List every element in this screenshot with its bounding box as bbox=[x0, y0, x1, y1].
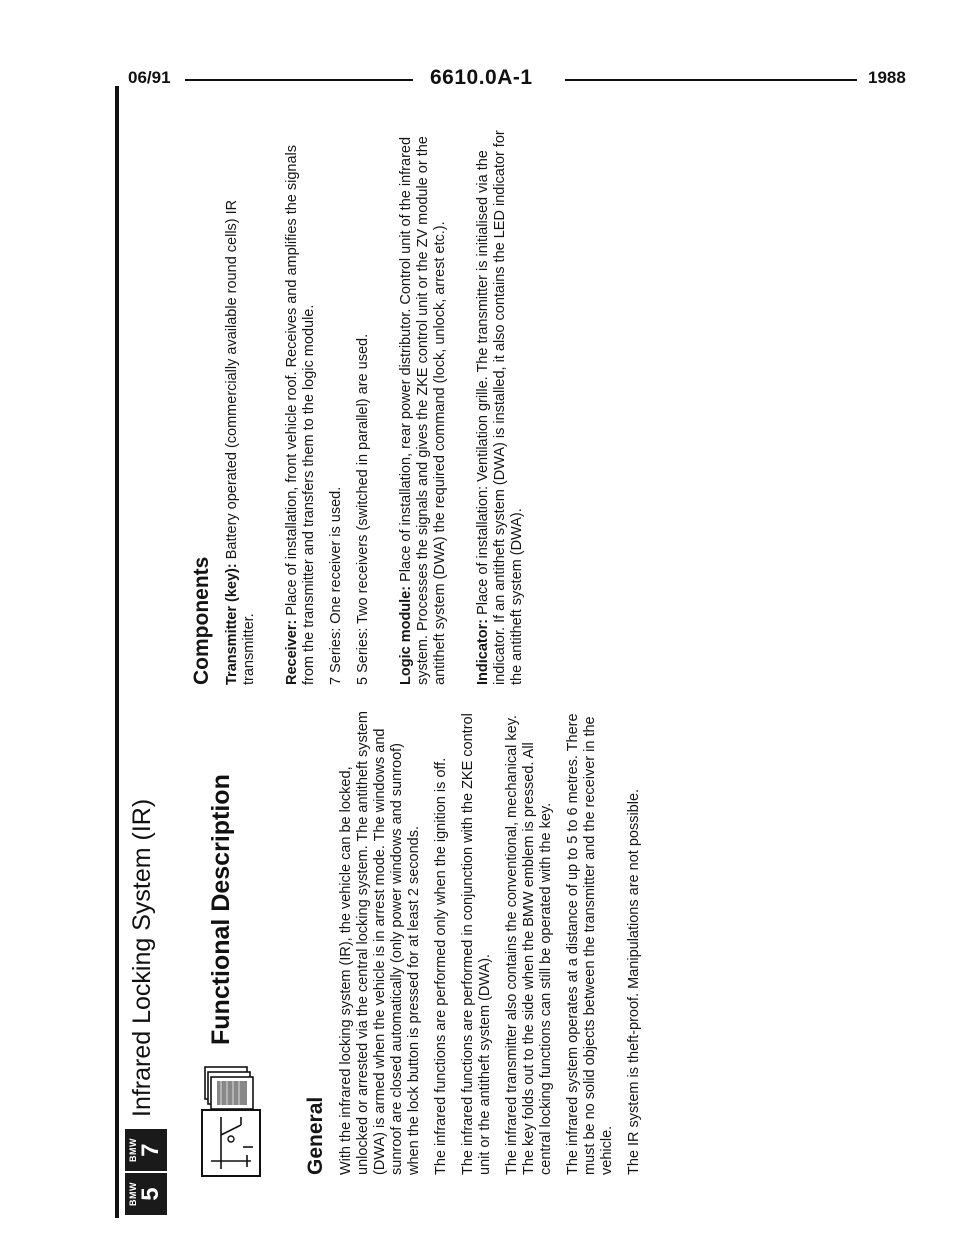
transmitter-text: Battery operated (commercially available round cells) IR transmitter. bbox=[224, 199, 257, 685]
circuit-diagram-icon bbox=[201, 1109, 261, 1177]
documents-icon bbox=[203, 1063, 255, 1111]
badge-brand: BMW bbox=[128, 1182, 138, 1206]
series-badge-5 bbox=[125, 1173, 167, 1215]
indicator-label: Indicator: bbox=[475, 618, 491, 685]
general-paragraph: The infrared transmitter also contains the conventional, mechanical key. The key folds out to the side when the BMW emblem is pressed. All central locking functions can still be operated with the key. bbox=[504, 715, 554, 1175]
components-section bbox=[190, 125, 536, 685]
rotated-content bbox=[125, 90, 885, 1215]
section-title: Functional Description bbox=[207, 774, 235, 1045]
header-year: 1988 bbox=[868, 68, 906, 87]
receiver-5-series: 5 Series: Two receivers (switched in parallel) are used. bbox=[355, 333, 371, 685]
page-frame-rule bbox=[115, 86, 119, 1218]
header-divider-right bbox=[565, 79, 857, 81]
series-badges bbox=[125, 1129, 167, 1215]
indicator-entry bbox=[475, 125, 526, 685]
logic-module-text: Place of installation, rear power distributor. Control unit of the infrared system. Processes the signals and gives the ZKE control unit or the ZV module or the antitheft system (DWA) the required command (lock, unlock, arrest etc.). bbox=[398, 136, 448, 685]
transmitter-entry bbox=[224, 125, 258, 685]
general-heading: General bbox=[304, 1096, 327, 1175]
badge-brand: BMW bbox=[128, 1138, 138, 1162]
general-paragraph: The IR system is theft-proof. Manipulations are not possible. bbox=[626, 788, 642, 1175]
badge-series: 7 bbox=[137, 1143, 164, 1157]
logic-module-entry bbox=[398, 125, 449, 685]
receiver-7-series: 7 Series: One receiver is used. bbox=[328, 486, 344, 685]
header-document-code: 6610.0A-1 bbox=[430, 66, 533, 89]
badge-series: 5 bbox=[137, 1187, 164, 1201]
logic-module-label: Logic module: bbox=[398, 585, 414, 685]
receiver-text: Place of installation, front vehicle roof. Receives and amplifies the signals from the transmitter and transfers them to the logic module. bbox=[284, 144, 317, 685]
header-divider-left bbox=[185, 79, 413, 81]
general-section bbox=[304, 705, 653, 1175]
system-title: Infrared Locking System (IR) bbox=[128, 798, 156, 1117]
general-paragraph: The infrared functions are performed only when the ignition is off. bbox=[433, 757, 449, 1175]
general-paragraph: The infrared functions are performed in conjunction with the ZKE control unit or the antitheft system (DWA). bbox=[460, 713, 493, 1175]
indicator-text: Place of installation: Ventilation grille. The transmitter is initialised via the indicator. If an antitheft system (DWA) is installed, it also contains the LED indicator for the antitheft system (DWA). bbox=[475, 130, 525, 685]
receiver-label: Receiver: bbox=[284, 619, 300, 685]
general-paragraph: With the infrared locking system (IR), the vehicle can be locked, unlocked or arrested via the central locking system. The antitheft system (DWA) is armed when the vehicle is in arrest mode. The windows and sunroof are closed automatically (only power windows and sunroof) when the lock button is pressed for at least 2 seconds. bbox=[338, 711, 422, 1175]
components-heading: Components bbox=[190, 556, 213, 685]
header-date: 06/91 bbox=[128, 68, 171, 87]
transmitter-label: Transmitter (key): bbox=[224, 563, 240, 685]
general-paragraph: The infrared system operates at a distance of up to 5 to 6 metres. There must be no solid objects between the transmitter and the receiver in the vehicle. bbox=[565, 713, 615, 1175]
receiver-entry bbox=[284, 125, 318, 685]
series-badge-7 bbox=[125, 1129, 167, 1171]
